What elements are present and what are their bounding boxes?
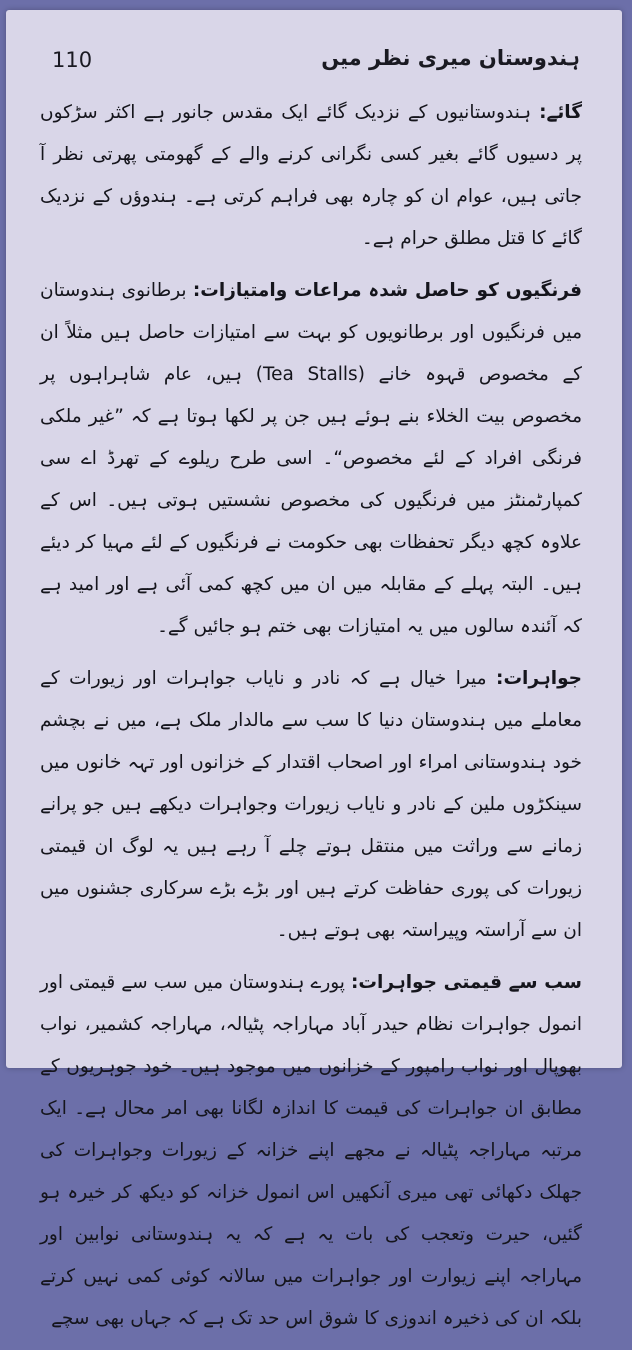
paragraph-precious-jewels: [40, 962, 582, 1340]
paragraph-text-continued: ) ہیں، عام شاہراہوں پر مخصوص بیت الخلاء بنے ہوئے ہیں جن پر لکھا ہوتا ہے کہ ”غیر ملکی فرنگی افراد کے لئے مخصوص“۔ اسی طرح ریلوے کے تھرڈ اے سی کمپارٹمنٹز میں فرنگیوں کی مخصوص نشستیں ہوتی ہیں۔ اس کے علاوہ کچھ دیگر تحفظات بھی حکومت نے فرنگیوں کے لئے مہیا کر دیئے ہیں۔ البتہ پہلے کے مقابلہ میں ان میں کچھ کمی آئی ہے اور امید ہے کہ آئندہ سالوں میں یہ امتیازات بھی ختم ہو جائیں گے۔: [40, 364, 582, 637]
paragraph-privileges: [40, 270, 582, 648]
book-page: [6, 10, 622, 1329]
section-heading-jewels: جواہرات:: [496, 668, 582, 689]
paragraph-text: برطانوی ہندوستان میں فرنگیوں اور برطانویوں کو بہت سے امتیازات حاصل ہیں مثلاً ان کے مخصوص قہوہ خانے (: [40, 280, 582, 385]
page-header: [6, 44, 622, 84]
running-title: ہندوستان میری نظر میں: [321, 46, 580, 70]
paragraph-cow: [40, 92, 582, 260]
paragraph-jewels: [40, 658, 582, 952]
body-text: [40, 92, 582, 1350]
paragraph-text: پورے ہندوستان میں سب سے قیمتی اور انمول جواہرات نظام حیدر آباد مہاراجہ پٹیالہ، مہاراجہ کشمیر، نواب بھوپال اور نواب رامپور کے خزانوں میں موجود ہیں۔ خود جوہریوں کے مطابق ان جواہرات کی قیمت کا اندازہ لگانا بھی امر محال ہے۔ ایک مرتبہ مہاراجہ پٹیالہ نے مجھے اپنے خزانہ کے زیورات وجواہرات کی جھلک دکھائی تھی میری آنکھیں اس انمول خزانہ کو دیکھ کر خیرہ ہو گئیں، حیرت وتعجب کی بات یہ ہے کہ یہ ہندوستانی نوابین اور مہاراجہ اپنے زیوارت اور جواہرات میں سالانہ کوئی کمی نہیں کرتے بلکہ ان کی ذخیرہ اندوزی کا شوق اس حد تک ہے کہ جہاں بھی سچے: [40, 972, 582, 1329]
page-number: 110: [52, 48, 93, 72]
paragraph-text: میرا خیال ہے کہ نادر و نایاب جواہرات اور زیورات کے معاملے میں ہندوستان دنیا کا سب سے مالدار ملک ہے، میں نے بچشم خود ہندوستانی امراء اور اصحاب اقتدار کے خزانوں اور تہہ خانوں میں سینکڑوں ملین کے نادر و نایاب زیورات وجواہرات دیکھے ہیں جو پرانے زمانے سے وراثت میں منتقل ہوتے چلے آ رہے ہیں یہ لوگ ان قیمتی زیورات کی پوری حفاظت کرتے ہیں اور بڑے بڑے سرکاری جشنوں میں ان سے آراستہ وپیراستہ بھی ہوتے ہیں۔: [40, 668, 582, 941]
paragraph-text: ہندوستانیوں کے نزدیک گائے ایک مقدس جانور ہے اکثر سڑکوں پر دسیوں گائے بغیر کسی نگرانی کرنے والے کے گھومتی پھرتی نظر آ جاتی ہیں، عوام ان کو چارہ بھی فراہم کرتی ہے۔ ہندوؤں کے نزدیک گائے کا قتل مطلق حرام ہے۔: [40, 102, 582, 249]
section-heading-precious-jewels: سب سے قیمتی جواہرات:: [351, 972, 583, 993]
english-term: Tea Stalls: [262, 364, 358, 385]
section-heading-cow: گائے:: [539, 102, 582, 123]
section-heading-privileges: فرنگیوں کو حاصل شدہ مراعات وامتیازات:: [192, 280, 582, 301]
